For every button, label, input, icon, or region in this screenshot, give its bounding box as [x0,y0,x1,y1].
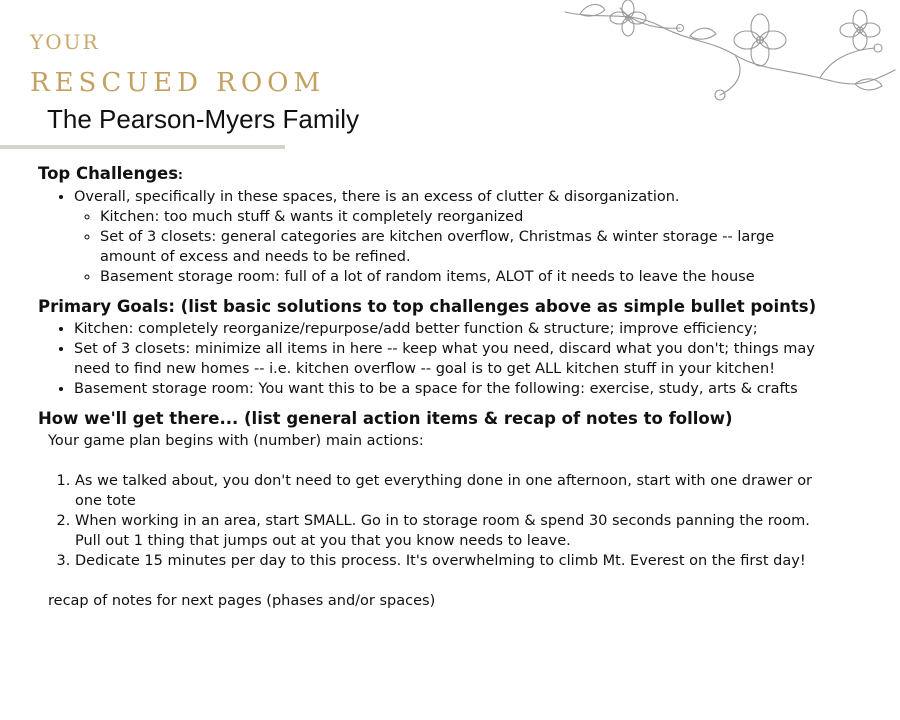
section-heading-plan: How we'll get there... (list general action items & recap of notes to follow) [38,409,733,428]
family-name-title: The Pearson-Myers Family [47,104,360,134]
plan-notes: recap of notes for next pages (phases and/or spaces) [48,593,436,609]
list-item: • Kitchen: completely reorganize/repurpose/add better function & structure; improve efficiency; [74,319,828,339]
primary-goals-section [38,295,828,399]
top-challenges-section [38,162,828,287]
list-item: • Basement storage room: You want this to be a space for the following: exercise, study, arts & crafts [74,379,828,399]
header-divider [0,145,285,149]
goals-list [38,319,828,399]
challenge-overall: Overall, specifically in these spaces, there is an excess of clutter & disorganization. [74,189,680,205]
challenges-list [38,187,828,287]
list-item: ◦ Set of 3 closets: general categories are kitchen overflow, Christmas & winter storage -- large amount of excess and needs to be refined. [100,227,828,267]
plan-intro: Your game plan begins with (number) main actions: [48,433,424,449]
challenges-heading-colon: : [178,168,183,182]
main-content [38,162,828,611]
list-item: • Set of 3 closets: minimize all items in here -- keep what you need, discard what you don't; things may need to find new homes -- i.e. kitchen overflow -- goal is to get ALL kitchen stuff in your kitchen! [74,339,828,379]
list-item: 2. When working in an area, start SMALL. Go in to storage room & spend 30 seconds panning the room. Pull out 1 thing that jumps out at you that you know needs to leave. [75,511,828,551]
list-item: ◦ Basement storage room: full of a lot of random items, ALOT of it needs to leave the house [100,267,828,287]
brand-line-your: YOUR [30,30,100,54]
list-item: 1. As we talked about, you don't need to get everything done in one afternoon, start with one drawer or one tote [75,471,828,511]
section-heading-goals: Primary Goals: (list basic solutions to top challenges above as simple bullet points) [38,297,817,316]
brand-line-rescued-room: RESCUED ROOM [30,68,326,98]
list-item [74,187,828,287]
spacer [38,451,828,471]
list-item: 3. Dedicate 15 minutes per day to this process. It's overwhelming to climb Mt. Everest on the first day! [75,551,828,571]
plan-steps-list [38,471,828,571]
floral-decoration-icon [560,0,900,110]
section-heading-challenges [38,162,828,187]
list-item: ◦ Kitchen: too much stuff & wants it completely reorganized [100,207,828,227]
challenges-sublist [74,207,828,287]
game-plan-section [38,407,828,611]
challenges-heading-text: Top Challenges [38,164,179,183]
